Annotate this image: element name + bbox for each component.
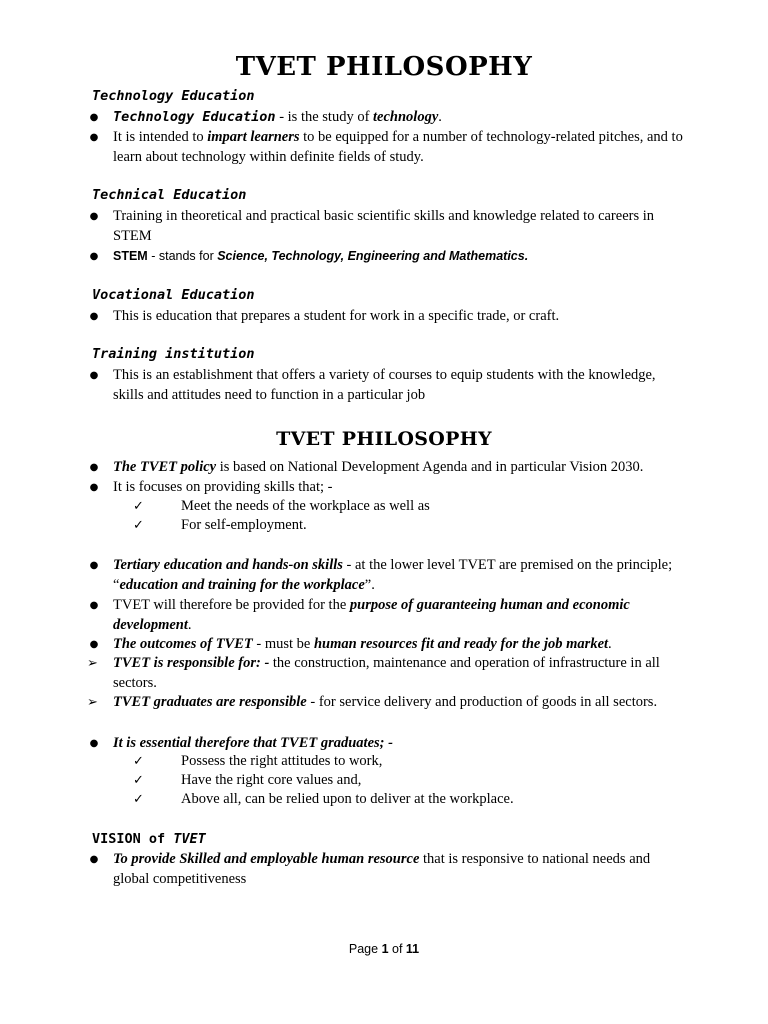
section-heading-technology-education: Technology Education [92,88,255,104]
list-item: TVET graduates are responsible - for service delivery and production of goods in all sectors. [113,694,658,710]
check-item: For self-employment. [181,517,307,533]
check-item: Have the right core values and, [181,772,362,788]
list-item: The outcomes of TVET - must be human resources fit and ready for the job market. [113,636,612,652]
list-item: TVET will therefore be provided for the purpose of guaranteeing human and economic development. [113,597,630,633]
page-number: Page 1 of 11 [348,942,420,956]
bullet-icon: ● [89,132,99,143]
section-heading-training-institution: Training institution [92,346,255,362]
arrow-bullet-icon: ➢ [87,656,98,671]
bullet-icon: ● [89,482,99,493]
list-item: Training in theoretical and practical basic scientific skills and knowledge related to careers in STEM [113,208,655,244]
bullet-icon: ● [89,251,99,262]
bullet-icon: ● [89,600,99,611]
check-item: Above all, can be relied upon to deliver at the workplace. [181,791,514,807]
bullet-icon: ● [89,211,99,222]
bullet-icon: ● [89,370,99,381]
bullet-icon: ● [89,639,99,650]
bullet-icon: ● [89,854,99,865]
checkmark-icon: ✓ [133,754,144,769]
list-item: It is intended to impart learners to be equipped for a number of technology-related pitches, and to learn about technology within definite fields of study. [113,129,683,165]
check-item: Meet the needs of the workplace as well as [181,498,430,514]
section-title: TVET PHILOSOPHY [276,428,492,450]
section-heading-technical-education: Technical Education [92,187,247,203]
checkmark-icon: ✓ [133,499,144,514]
bullet-icon: ● [89,560,99,571]
checkmark-icon: ✓ [133,792,144,807]
list-item: STEM - stands for Science, Technology, Engineering and Mathematics. [113,249,529,263]
list-item: Tertiary education and hands-on skills - at the lower level TVET are premised on the principle; “education and training for the workplace”. [113,557,673,593]
bullet-icon: ● [89,462,99,473]
bullet-icon: ● [89,112,99,123]
checkmark-icon: ✓ [133,518,144,533]
check-item: Possess the right attitudes to work, [181,753,383,769]
list-item: The TVET policy is based on National Development Agenda and in particular Vision 2030. [113,459,644,475]
checkmark-icon: ✓ [133,773,144,788]
bullet-icon: ● [89,311,99,322]
bullet-icon: ● [89,738,99,749]
list-item: TVET is responsible for: - the construction, maintenance and operation of infrastructure in all sectors. [113,655,660,691]
arrow-bullet-icon: ➢ [87,695,98,710]
list-item: Technology Education - is the study of technology. [113,109,442,125]
section-heading-vocational-education: Vocational Education [92,287,255,303]
list-item: To provide Skilled and employable human resource that is responsive to national needs and global competitiveness [113,851,651,887]
list-item: It is essential therefore that TVET graduates; - [113,735,393,751]
list-item: This is education that prepares a student for work in a specific trade, or craft. [113,308,560,324]
list-item: It is focuses on providing skills that; - [113,479,333,495]
page-title: TVET PHILOSOPHY [235,52,533,82]
list-item: This is an establishment that offers a variety of courses to equip students with the knowledge, skills and attitudes need to function in a particular job [113,367,656,403]
section-heading-vision: VISION of TVET [92,831,206,847]
